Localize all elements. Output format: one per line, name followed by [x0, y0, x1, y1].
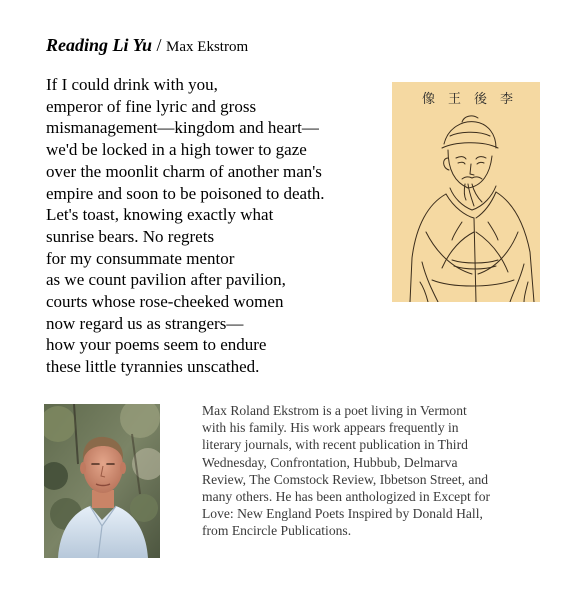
- title-separator: /: [156, 35, 162, 55]
- poem-title: Reading Li Yu: [46, 35, 153, 55]
- poem-line: mismanagement—kingdom and heart—: [46, 118, 319, 138]
- author-bio: [202, 402, 552, 540]
- poem-heading: [46, 34, 248, 58]
- poem-line: Let's toast, knowing exactly what: [46, 205, 274, 225]
- poem-line: emperor of fine lyric and gross: [46, 96, 257, 116]
- bio-line: Max Roland Ekstrom is a poet living in Vermont: [202, 403, 467, 418]
- portrait-caption-char: 像: [422, 92, 436, 107]
- poem-line: as we count pavilion after pavilion,: [46, 270, 286, 290]
- bio-line: Love: New England Poets Inspired by Donald Hall,: [202, 506, 483, 522]
- portrait-drawing: [392, 82, 540, 302]
- bio-line: Review, The Comstock Review, Ibbetson Street, and: [202, 471, 489, 487]
- poem-line: for my consummate mentor: [46, 248, 235, 268]
- author-photo-image: [44, 404, 160, 558]
- portrait-caption-char: 王: [448, 92, 462, 107]
- poem-line: these little tyrannies unscathed.: [46, 357, 260, 377]
- poem-author: Max Ekstrom: [166, 39, 249, 55]
- poem-line: now regard us as strangers—: [46, 313, 244, 333]
- poem-line: how your poems seem to endure: [46, 335, 267, 355]
- poem-line: empire and soon to be poisoned to death.: [46, 183, 325, 203]
- bio-line: many others. He has been anthologized in Except for: [202, 489, 491, 505]
- poem-body: [46, 74, 325, 378]
- poem-line: over the moonlit charm of another man's: [46, 161, 322, 181]
- poem-line: we'd be locked in a high tower to gaze: [46, 140, 307, 160]
- portrait-caption-char: 李: [500, 92, 514, 107]
- li-yu-portrait: [392, 82, 540, 302]
- poem-line: If I could drink with you,: [46, 75, 218, 94]
- poem-line: sunrise bears. No regrets: [46, 226, 215, 246]
- author-photo: [44, 404, 160, 558]
- portrait-caption-char: 後: [474, 92, 488, 107]
- bio-line: Wednesday, Confrontation, Hubbub, Delmarva: [202, 454, 458, 470]
- poem-line: courts whose rose-cheeked women: [46, 292, 284, 312]
- bio-line: literary journals, with recent publication in Third: [202, 437, 468, 453]
- bio-line: from Encircle Publications.: [202, 523, 352, 539]
- bio-line: with his family. His work appears frequently in: [202, 420, 459, 436]
